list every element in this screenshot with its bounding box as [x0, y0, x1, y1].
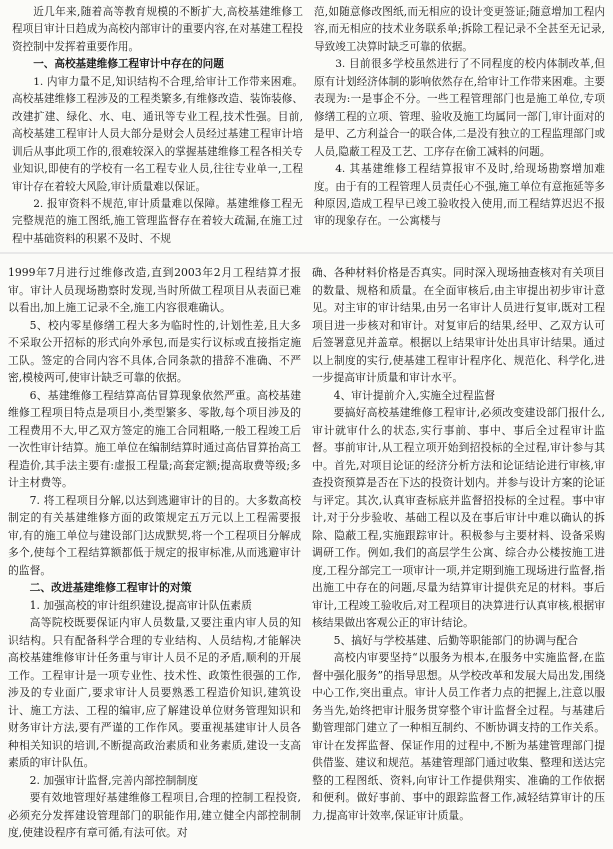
text-column-right: [314, 4, 605, 248]
page-excerpt-top: [0, 0, 613, 252]
paragraph: 5、校内零星修缮工程大多为临时性的,计划性差,且大多不采取公开招标的形式向外承包,而是实行议标或直接指定施工队。签定的合同内容不具体,合同条款的措辞不准确、不严密,模棱两可,使审计缺乏可靠的依据。: [8, 318, 301, 384]
paragraph: 近几年来,随着高等教育规模的不断扩大,高校基建维修工程项目审计日趋成为高校内部审计的重要内容,在对基建工程投资控制中发挥着重要作用。: [12, 6, 303, 53]
paragraph: 1. 内审力量不足,知识结构不合理,给审计工作带来困难。高校基建维修工程涉及的工程类繁多,有维修改造、装饰装修、改建扩建、绿化、水、电、通讯等专业工程,技术性强。目前,高校基建工程审计人员大部分是财会人员经过基建工程审计培训后从事此项工作的,很难较深入的掌握基建维修工程各相关专业知识,即使有的学校有一名工程专业人员,往往专业单一,工程审计存在着较大风险,审计质量难以保证。: [12, 75, 303, 193]
text-column-left: [8, 264, 301, 842]
paragraph: 要搞好高校基建维修工程审计,必须改变建设部门报什么,审计就审什么的状态,实行事前、事中、事后全过程审计监督。事前审计,从工程立项开始到招投标的全过程,审计参与其中。首先,对项目论证的经济分析方法和论证结论进行审核,审查投资预算是否在下达的投资计划内。并参与设计方案的论证与评定。其次,认真审查标底并监督招投标的全过程。事中审计,对于分步验收、基础工程以及在事后审计中难以确认的拆除、隐蔽工程,实施跟踪审计。积极参与主要材料、设备采购调研工作。例如,我们的高层学生公寓、综合办公楼按施工进度,工程分部完工一项审计一项,并定期到施工现场进行监督,指出施工中存在的问题,尽量为结算审计提供充足的材料。事后审计,工程竣工验收后,对工程项目的决算进行认真审核,根据审核结果做出客观公正的审计结论。: [312, 406, 605, 629]
section-heading: 一、高校基建维修工程审计中存在的问题: [33, 58, 224, 71]
paragraph: 确、各种材料价格是否真实。同时深入现场抽查核对有关项目的数量、规格和质量。在全面审核后,由主审提出初步审计意见。对主审的审计结果,由另一名审计人员进行复审,既对工程项目进一步核对和审计。对复审后的结果,经甲、乙双方认可后签署意见并盖章。根据以上结果审计处出具审计结果。通过以上制度的实行,使基建工程审计程序化、规范化、科学化,进一步提高审计质量和审计水平。: [312, 266, 605, 384]
paragraph: 4. 其基建维修工程结算报审不及时,给现场勘察增加难度。由于有的工程管理人员责任心不强,施工单位有意拖延等多种原因,造成工程早已竣工验收投入使用,而工程结算迟迟不报审的现象存在。一公寓楼与: [314, 163, 605, 228]
paragraph: 高校内审要坚持“以服务为根本,在服务中实施监督,在监督中强化服务”的指导思想。从学校改革和发展大局出发,围绕中心工作,突出重点。审计人员工作者力点的把握上,注意以服务当先,始终把审计服务贯穿整个审计监督全过程。与基建后勤管理部门建立了一种相互制约、不断协调支持的工作关系。审计在发挥监督、保证作用的过程中,不断为基建管理部门提供借鉴、建议和规范。基建管理部门通过收集、整理和送达完整的工程图纸、资料,向审计工作提供翔实、准确的工作依据和便利。做好事前、事中的跟踪监督工作,减轻结算审计的压力,提高审计效率,保证审计质量。: [312, 651, 605, 822]
paragraph: 5、搞好与学校基建、后勤等职能部门的协调与配合: [333, 633, 578, 647]
paragraph: 高等院校既要保证内审人员数量,又要注重内审人员的知识结构。只有配备科学合理的专业结构、人员结构,才能解决高校基建维修审计任务重与审计人员不足的矛盾,顺利的开展工作。工程审计是一项专业性、技术性、政策性很强的工作,涉及的专业面广,要求审计人员要熟悉工程造价知识,建筑设计、施工方法、工程的编审,应了解建设单位财务管理知识和财务审计方法,要有严谨的工作作风。要重视基建审计人员各种相关知识的培训,不断提高政治素质和业务素质,建设一支高素质的审计队伍。: [8, 616, 301, 769]
section-heading: 二、改进基建维修工程审计的对策: [29, 581, 192, 594]
text-column-right: [312, 264, 605, 842]
paragraph: 3. 目前很多学校虽然进行了不同程度的校内体制改革,但原有计划经济体制的影响依然存在,给审计工作带来困难。主要表现为:一是事企不分。一些工程管理部门也是施工单位,专项修缮工程的立项、管理、验收及施工均属同一部门,审计面对的是甲、乙方利益合一的联合体,二是没有独立的工程监理部门或人员,隐蔽工程及工艺、工序存在偷工减料的问题。: [314, 58, 605, 158]
paragraph: 4、审计提前介入,实施全过程监督: [333, 388, 496, 402]
paragraph: 1999年7月进行过维修改造,直到2003年2月工程结算才报审。审计人员现场勘察时发现,当时所做工程项目从表面已难以看出,加上施工记录不全,施工内容很难确认。: [8, 266, 301, 314]
text-column-left: [12, 4, 303, 248]
paragraph: 要有效地管理好基建维修工程项目,合理的控制工程投资,必须充分发挥建设管理部门的职能作用,建立健全内部控制制度,使建设程序有章可循,有法可依。对: [8, 791, 301, 839]
paragraph: 1. 加强高校的审计组织建设,提高审计队伍素质: [29, 598, 252, 612]
paragraph: 7. 将工程项目分解,以达到逃避审计的目的。大多数高校制定的有关基建维修方面的政策规定五万元以上工程需要报审,有的施工单位与建设部门达成默契,将一个工程项目分解成多个,使每个工程结算额都低于规定的报审标准,从而逃避审计的监督。: [8, 493, 301, 577]
paragraph: 范,如随意修改图纸,而无相应的设计变更签证;随意增加工程内容,而无相应的技术业务联系单;拆除工程记录不全甚至无记录,导致竣工决算时缺乏可靠的依据。: [314, 6, 605, 53]
page-excerpt-bottom: [0, 254, 613, 849]
paragraph: 6、基建维修工程结算高估冒算现象依然严重。高校基建维修工程项目特点是项目小,类型繁多、零散,每个项目涉及的工程费用不大,甲乙双方签定的施工合同粗略,一般工程竣工后一次性审计结算。施工单位在编制结算时通过高估冒算抬高工程造价,其手法主要有:虚报工程量;高套定额;提高取费等级;多计主材费等。: [8, 388, 301, 489]
paragraph: 2. 报审资料不规范,审计质量难以保障。基建维修工程无完整规范的施工图纸,施工管理监督存在着较大疏漏,在施工过程中基础资料的积累不及时、不规: [12, 197, 303, 245]
paragraph: 2. 加强审计监督,完善内部控制制度: [29, 773, 198, 787]
